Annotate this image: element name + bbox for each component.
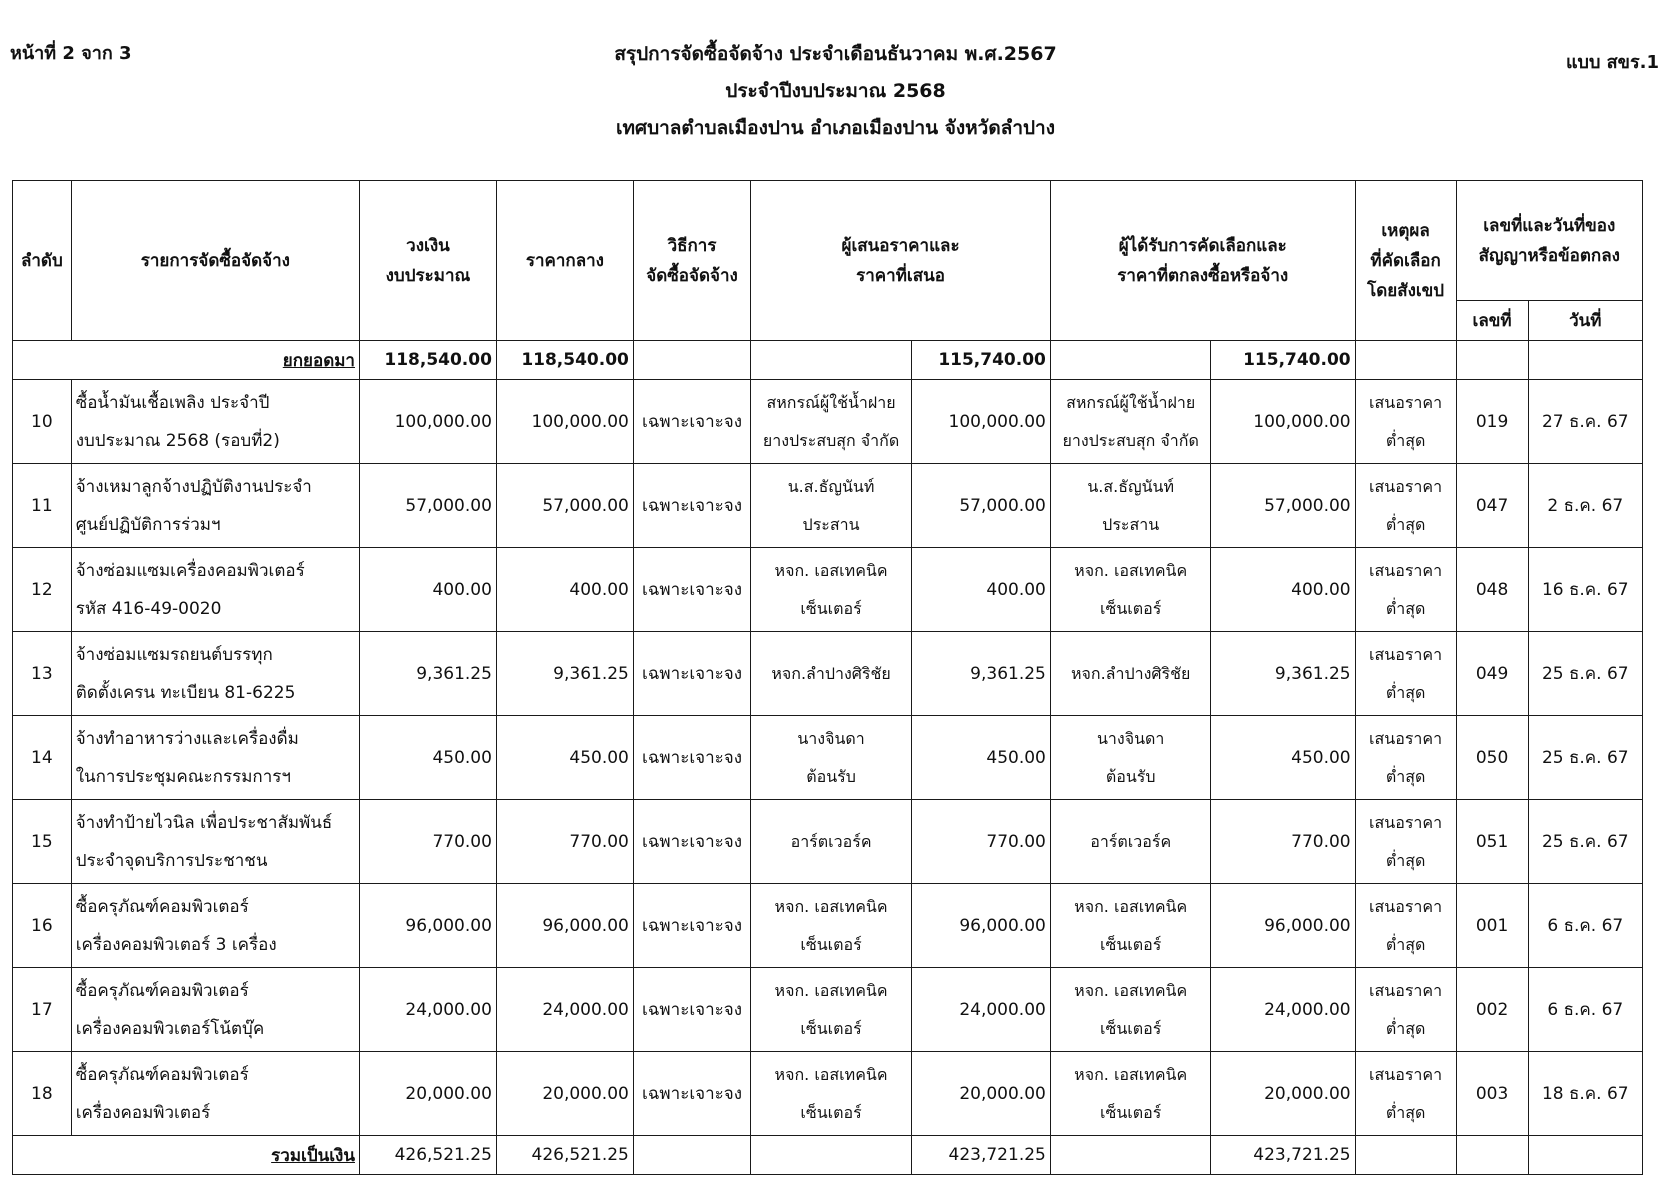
row-winner-l2: ประสาน	[1102, 514, 1160, 534]
row-contract-date: 2 ธ.ค. 67	[1528, 464, 1642, 548]
row-winner	[1050, 884, 1211, 968]
row-item-l1: จ้างทำป้ายไวนิล เพื่อประชาสัมพันธ์	[75, 812, 333, 833]
row-reason	[1355, 800, 1456, 884]
col-item: รายการจัดซื้อจัดจ้าง	[71, 181, 359, 341]
row-bidder	[751, 968, 912, 1052]
row-bid-price: 24,000.00	[911, 968, 1050, 1052]
row-winner-l1: สหกรณ์ผู้ใช้น้ำฝาย	[1066, 392, 1196, 412]
empty-cell	[633, 341, 750, 380]
row-bidder	[751, 632, 912, 716]
row-reason	[1355, 380, 1456, 464]
row-item-l1: จ้างทำอาหารว่างและเครื่องดื่ม	[75, 728, 299, 749]
empty-cell	[1528, 1136, 1642, 1175]
row-agreed-price: 9,361.25	[1211, 632, 1355, 716]
row-bidder-l2: เซ็นเตอร์	[800, 1018, 862, 1038]
row-contract-date: 25 ธ.ค. 67	[1528, 800, 1642, 884]
row-bidder-l1: สหกรณ์ผู้ใช้น้ำฝาย	[766, 392, 896, 412]
row-reason-l1: เสนอราคา	[1369, 896, 1443, 916]
row-reason-l1: เสนอราคา	[1369, 644, 1443, 664]
total-row	[13, 1136, 1643, 1175]
row-method: เฉพาะเจาะจง	[633, 800, 750, 884]
table-row	[13, 800, 1643, 884]
row-reason-l1: เสนอราคา	[1369, 812, 1443, 832]
row-bidder-l1: น.ส.ธัญนันท์	[787, 476, 875, 496]
carry-forward-label: ยกยอดมา	[13, 341, 360, 380]
table-row	[13, 716, 1643, 800]
row-winner	[1050, 632, 1211, 716]
empty-cell	[1456, 1136, 1528, 1175]
row-bidder	[751, 716, 912, 800]
row-contract-date: 27 ธ.ค. 67	[1528, 380, 1642, 464]
row-item	[71, 632, 359, 716]
row-reason-l2: ต่ำสุด	[1385, 514, 1426, 534]
row-seq: 16	[13, 884, 72, 968]
row-median-price: 20,000.00	[496, 1052, 633, 1136]
row-reason-l2: ต่ำสุด	[1385, 1018, 1426, 1038]
row-winner-l2: ต้อนรับ	[1105, 766, 1156, 786]
table-row	[13, 548, 1643, 632]
row-bidder-l1: หจก. เอสเทคนิค	[774, 1064, 888, 1084]
row-agreed-price: 770.00	[1211, 800, 1355, 884]
row-bidder	[751, 548, 912, 632]
col-seq: ลำดับ	[13, 181, 72, 341]
row-item-l2: งบประมาณ 2568 (รอบที่2)	[75, 430, 280, 451]
row-bidder-l1: หจก. เอสเทคนิค	[774, 896, 888, 916]
page-number: หน้าที่ 2 จาก 3	[10, 43, 132, 64]
title-line-2: ประจำปีงบประมาณ 2568	[725, 80, 946, 102]
row-winner-l1: อาร์ตเวอร์ค	[1090, 831, 1172, 851]
row-median-price: 96,000.00	[496, 884, 633, 968]
table-header	[13, 181, 1643, 341]
empty-cell	[751, 341, 912, 380]
row-winner	[1050, 800, 1211, 884]
row-winner-l1: หจก. เอสเทคนิค	[1074, 1064, 1188, 1084]
col-reason-l3: โดยสังเขป	[1367, 280, 1445, 301]
row-winner-l2: เซ็นเตอร์	[1100, 934, 1162, 954]
row-contract-no: 051	[1456, 800, 1528, 884]
col-contract-l1: เลขที่และวันที่ของ	[1483, 215, 1616, 236]
total-label: รวมเป็นเงิน	[13, 1136, 360, 1175]
row-bidder	[751, 464, 912, 548]
row-reason-l1: เสนอราคา	[1369, 728, 1443, 748]
col-bidder-l1: ผู้เสนอราคาและ	[841, 235, 960, 256]
row-winner-l2: เซ็นเตอร์	[1100, 1018, 1162, 1038]
row-method: เฉพาะเจาะจง	[633, 548, 750, 632]
row-reason-l2: ต่ำสุด	[1385, 850, 1426, 870]
row-winner	[1050, 716, 1211, 800]
col-winner	[1050, 181, 1355, 341]
row-item-l2: เครื่องคอมพิวเตอร์ 3 เครื่อง	[75, 934, 277, 955]
row-agreed-price: 57,000.00	[1211, 464, 1355, 548]
row-seq: 11	[13, 464, 72, 548]
row-budget: 450.00	[359, 716, 496, 800]
row-contract-no: 049	[1456, 632, 1528, 716]
row-budget: 24,000.00	[359, 968, 496, 1052]
document-title	[0, 36, 1671, 147]
row-reason-l1: เสนอราคา	[1369, 476, 1443, 496]
row-method: เฉพาะเจาะจง	[633, 1052, 750, 1136]
row-reason-l1: เสนอราคา	[1369, 980, 1443, 1000]
row-bidder-l1: หจก.ลำปางศิริชัย	[771, 663, 891, 683]
row-winner-l1: หจก. เอสเทคนิค	[1074, 896, 1188, 916]
row-contract-no: 001	[1456, 884, 1528, 968]
col-reason-l1: เหตุผล	[1381, 220, 1430, 241]
row-median-price: 100,000.00	[496, 380, 633, 464]
col-budget-l2: งบประมาณ	[385, 265, 471, 286]
row-contract-no: 050	[1456, 716, 1528, 800]
row-bidder-l2: ยางประสบสุก จำกัด	[762, 430, 900, 450]
row-contract-date: 16 ธ.ค. 67	[1528, 548, 1642, 632]
row-contract-no: 003	[1456, 1052, 1528, 1136]
row-median-price: 9,361.25	[496, 632, 633, 716]
row-winner	[1050, 968, 1211, 1052]
row-budget: 9,361.25	[359, 632, 496, 716]
row-bidder-l1: นางจินดา	[797, 728, 865, 748]
row-item-l1: ซื้อน้ำมันเชื้อเพลิง ประจำปี	[75, 392, 270, 413]
row-agreed-price: 400.00	[1211, 548, 1355, 632]
row-item	[71, 716, 359, 800]
table-row	[13, 884, 1643, 968]
row-bidder	[751, 380, 912, 464]
row-reason	[1355, 968, 1456, 1052]
col-method-l2: จัดซื้อจัดจ้าง	[646, 265, 738, 286]
row-seq: 17	[13, 968, 72, 1052]
row-contract-no: 047	[1456, 464, 1528, 548]
row-reason-l2: ต่ำสุด	[1385, 430, 1426, 450]
row-winner-l2: เซ็นเตอร์	[1100, 598, 1162, 618]
row-item-l1: ซื้อครุภัณฑ์คอมพิวเตอร์	[75, 1064, 249, 1085]
col-budget	[359, 181, 496, 341]
carry-forward-row	[13, 341, 1643, 380]
title-line-1: สรุปการจัดซื้อจัดจ้าง ประจำเดือนธันวาคม พ.ศ.2567	[614, 43, 1057, 65]
row-winner-l2: เซ็นเตอร์	[1100, 1102, 1162, 1122]
row-seq: 18	[13, 1052, 72, 1136]
row-agreed-price: 100,000.00	[1211, 380, 1355, 464]
row-method: เฉพาะเจาะจง	[633, 716, 750, 800]
row-item-l1: ซื้อครุภัณฑ์คอมพิวเตอร์	[75, 980, 249, 1001]
row-item-l2: ศูนย์ปฏิบัติการร่วมฯ	[75, 514, 221, 535]
row-budget: 57,000.00	[359, 464, 496, 548]
empty-cell	[1050, 341, 1211, 380]
row-bid-price: 96,000.00	[911, 884, 1050, 968]
row-reason-l2: ต่ำสุด	[1385, 766, 1426, 786]
row-budget: 400.00	[359, 548, 496, 632]
total-agreed-price: 423,721.25	[1211, 1136, 1355, 1175]
row-bidder-l1: หจก. เอสเทคนิค	[774, 560, 888, 580]
col-contract	[1456, 181, 1642, 301]
row-median-price: 770.00	[496, 800, 633, 884]
row-bid-price: 450.00	[911, 716, 1050, 800]
row-budget: 96,000.00	[359, 884, 496, 968]
total-median-price: 426,521.25	[496, 1136, 633, 1175]
table-row	[13, 380, 1643, 464]
row-item-l1: จ้างซ่อมแซมเครื่องคอมพิวเตอร์	[75, 560, 305, 581]
row-item-l2: เครื่องคอมพิวเตอร์โน้ตบุ๊ค	[75, 1018, 265, 1039]
row-bidder-l1: หจก. เอสเทคนิค	[774, 980, 888, 1000]
row-item	[71, 884, 359, 968]
col-budget-l1: วงเงิน	[406, 235, 450, 256]
row-seq: 14	[13, 716, 72, 800]
total-bid-price: 423,721.25	[911, 1136, 1050, 1175]
col-method	[633, 181, 750, 341]
row-winner-l1: หจก. เอสเทคนิค	[1074, 560, 1188, 580]
row-bidder-l2: เซ็นเตอร์	[800, 1102, 862, 1122]
col-method-l1: วิธีการ	[667, 235, 717, 256]
row-median-price: 400.00	[496, 548, 633, 632]
row-bidder-l1: อาร์ตเวอร์ค	[790, 831, 872, 851]
row-winner	[1050, 380, 1211, 464]
col-median-price: ราคากลาง	[496, 181, 633, 341]
row-winner	[1050, 548, 1211, 632]
table-row	[13, 464, 1643, 548]
empty-cell	[1355, 1136, 1456, 1175]
row-reason	[1355, 884, 1456, 968]
row-reason	[1355, 1052, 1456, 1136]
row-bid-price: 9,361.25	[911, 632, 1050, 716]
row-contract-no: 002	[1456, 968, 1528, 1052]
row-item-l2: เครื่องคอมพิวเตอร์	[75, 1102, 211, 1123]
row-method: เฉพาะเจาะจง	[633, 632, 750, 716]
row-reason	[1355, 464, 1456, 548]
col-winner-l1: ผู้ได้รับการคัดเลือกและ	[1118, 235, 1287, 256]
row-agreed-price: 20,000.00	[1211, 1052, 1355, 1136]
row-median-price: 24,000.00	[496, 968, 633, 1052]
row-bid-price: 400.00	[911, 548, 1050, 632]
row-contract-date: 25 ธ.ค. 67	[1528, 632, 1642, 716]
table-row	[13, 632, 1643, 716]
row-item-l2: ติดตั้งเครน ทะเบียน 81-6225	[75, 682, 296, 703]
row-budget: 100,000.00	[359, 380, 496, 464]
col-contract-l2: สัญญาหรือข้อตกลง	[1478, 245, 1620, 266]
row-item-l1: จ้างเหมาลูกจ้างปฏิบัติงานประจำ	[75, 476, 312, 497]
row-contract-no: 019	[1456, 380, 1528, 464]
col-bidder-l2: ราคาที่เสนอ	[856, 265, 945, 286]
row-reason	[1355, 632, 1456, 716]
row-agreed-price: 24,000.00	[1211, 968, 1355, 1052]
row-method: เฉพาะเจาะจง	[633, 464, 750, 548]
row-reason-l2: ต่ำสุด	[1385, 598, 1426, 618]
col-contract-date: วันที่	[1528, 301, 1642, 341]
col-contract-no: เลขที่	[1456, 301, 1528, 341]
row-item	[71, 1052, 359, 1136]
row-bid-price: 100,000.00	[911, 380, 1050, 464]
row-item-l2: ประจำจุดบริการประชาชน	[75, 850, 268, 871]
row-bid-price: 770.00	[911, 800, 1050, 884]
row-winner-l1: หจก.ลำปางศิริชัย	[1070, 663, 1191, 683]
row-item	[71, 380, 359, 464]
row-bidder-l2: เซ็นเตอร์	[800, 934, 862, 954]
row-budget: 20,000.00	[359, 1052, 496, 1136]
empty-cell	[1528, 341, 1642, 380]
row-winner-l1: นางจินดา	[1096, 728, 1165, 748]
row-reason-l1: เสนอราคา	[1369, 1064, 1443, 1084]
total-budget: 426,521.25	[359, 1136, 496, 1175]
carry-forward-bid-price: 115,740.00	[911, 341, 1050, 380]
row-method: เฉพาะเจาะจง	[633, 884, 750, 968]
row-contract-date: 18 ธ.ค. 67	[1528, 1052, 1642, 1136]
col-reason-l2: ที่คัดเลือก	[1370, 250, 1441, 271]
row-winner-l1: น.ส.ธัญนันท์	[1087, 476, 1175, 496]
row-seq: 12	[13, 548, 72, 632]
row-item-l1: ซื้อครุภัณฑ์คอมพิวเตอร์	[75, 896, 249, 917]
row-item	[71, 548, 359, 632]
row-contract-date: 25 ธ.ค. 67	[1528, 716, 1642, 800]
row-item-l1: จ้างซ่อมแซมรถยนต์บรรทุก	[75, 644, 273, 665]
empty-cell	[1050, 1136, 1211, 1175]
row-bid-price: 57,000.00	[911, 464, 1050, 548]
table-body	[13, 341, 1643, 1175]
form-code: แบบ สขร.1	[1565, 52, 1659, 73]
row-contract-date: 6 ธ.ค. 67	[1528, 968, 1642, 1052]
row-median-price: 450.00	[496, 716, 633, 800]
row-reason-l1: เสนอราคา	[1369, 392, 1443, 412]
row-method: เฉพาะเจาะจง	[633, 968, 750, 1052]
row-seq: 15	[13, 800, 72, 884]
row-bid-price: 20,000.00	[911, 1052, 1050, 1136]
col-winner-l2: ราคาที่ตกลงซื้อหรือจ้าง	[1117, 265, 1289, 286]
col-bidder	[751, 181, 1051, 341]
row-winner	[1050, 464, 1211, 548]
empty-cell	[1456, 341, 1528, 380]
empty-cell	[751, 1136, 912, 1175]
row-budget: 770.00	[359, 800, 496, 884]
row-reason	[1355, 548, 1456, 632]
row-contract-date: 6 ธ.ค. 67	[1528, 884, 1642, 968]
row-reason-l2: ต่ำสุด	[1385, 1102, 1426, 1122]
row-agreed-price: 450.00	[1211, 716, 1355, 800]
row-reason-l1: เสนอราคา	[1369, 560, 1443, 580]
row-item	[71, 800, 359, 884]
row-bidder-l2: ประสาน	[802, 514, 860, 534]
carry-forward-agreed-price: 115,740.00	[1211, 341, 1355, 380]
empty-cell	[633, 1136, 750, 1175]
row-winner-l2: ยางประสบสุก จำกัด	[1062, 430, 1199, 450]
carry-forward-median-price: 118,540.00	[496, 341, 633, 380]
row-item-l2: ในการประชุมคณะกรรมการฯ	[75, 766, 291, 787]
row-seq: 10	[13, 380, 72, 464]
row-reason	[1355, 716, 1456, 800]
row-winner	[1050, 1052, 1211, 1136]
empty-cell	[1355, 341, 1456, 380]
table-row	[13, 1052, 1643, 1136]
procurement-table	[12, 180, 1643, 1175]
row-bidder	[751, 884, 912, 968]
row-item	[71, 968, 359, 1052]
row-agreed-price: 96,000.00	[1211, 884, 1355, 968]
row-winner-l1: หจก. เอสเทคนิค	[1074, 980, 1188, 1000]
title-line-3: เทศบาลตำบลเมืองปาน อำเภอเมืองปาน จังหวัดลำปาง	[615, 117, 1055, 139]
row-item	[71, 464, 359, 548]
row-seq: 13	[13, 632, 72, 716]
row-method: เฉพาะเจาะจง	[633, 380, 750, 464]
col-reason	[1355, 181, 1456, 341]
row-contract-no: 048	[1456, 548, 1528, 632]
row-bidder	[751, 800, 912, 884]
row-reason-l2: ต่ำสุด	[1385, 934, 1426, 954]
row-median-price: 57,000.00	[496, 464, 633, 548]
row-bidder-l2: ต้อนรับ	[806, 766, 856, 786]
row-bidder-l2: เซ็นเตอร์	[800, 598, 862, 618]
table-row	[13, 968, 1643, 1052]
row-bidder	[751, 1052, 912, 1136]
row-item-l2: รหัส 416-49-0020	[75, 598, 222, 619]
row-reason-l2: ต่ำสุด	[1385, 682, 1426, 702]
carry-forward-budget: 118,540.00	[359, 341, 496, 380]
